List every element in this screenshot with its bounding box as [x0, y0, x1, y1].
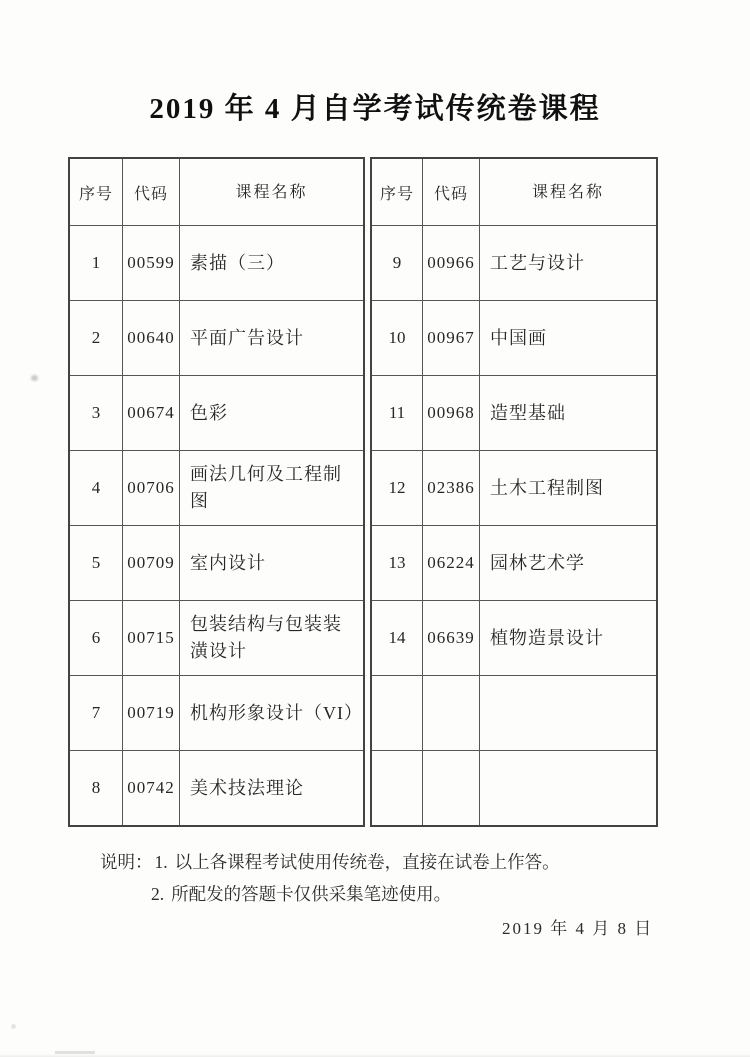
notes-block [100, 846, 560, 910]
row-number-cell: 8 [69, 751, 123, 827]
table-row [69, 301, 364, 376]
header-name: 课程名称 [480, 158, 658, 226]
table-row [371, 376, 657, 451]
table-row [69, 676, 364, 751]
course-code-cell: 00715 [123, 601, 180, 676]
course-name-cell: 平面广告设计 [180, 301, 365, 376]
note-item [151, 878, 560, 910]
course-code-cell: 00967 [423, 301, 480, 376]
course-code-cell: 06224 [423, 526, 480, 601]
course-name-cell: 室内设计 [180, 526, 365, 601]
row-number-cell: 3 [69, 376, 123, 451]
course-table-left [68, 157, 365, 827]
row-number-cell: 14 [371, 601, 423, 676]
header-name: 课程名称 [180, 158, 365, 226]
note-item [100, 846, 560, 878]
table-row [69, 451, 364, 526]
course-code-cell: 00599 [123, 226, 180, 301]
table-row [69, 526, 364, 601]
row-number-cell [371, 751, 423, 827]
course-name-cell: 机构形象设计（VI） [180, 676, 365, 751]
course-name-cell: 包装结构与包装装潢设计 [180, 601, 365, 676]
course-code-cell: 00709 [123, 526, 180, 601]
table-row [371, 526, 657, 601]
note-number: 2. [151, 884, 165, 904]
table-row-empty [371, 676, 657, 751]
table-row [69, 751, 364, 827]
page-title: 2019 年 4 月自学考试传统卷课程 [149, 93, 601, 125]
course-code-cell: 00674 [123, 376, 180, 451]
notes-label: 说明： [100, 852, 153, 872]
table-row [371, 451, 657, 526]
table-row [69, 376, 364, 451]
course-name-cell [480, 751, 658, 827]
course-name-cell: 色彩 [180, 376, 365, 451]
note-number: 1. [154, 852, 168, 872]
course-code-cell: 06639 [423, 601, 480, 676]
course-name-cell: 素描（三） [180, 226, 365, 301]
row-number-cell: 11 [371, 376, 423, 451]
table-row [371, 226, 657, 301]
course-name-cell: 美术技法理论 [180, 751, 365, 827]
course-name-cell: 植物造景设计 [480, 601, 658, 676]
course-code-cell: 00706 [123, 451, 180, 526]
table-header-row [371, 158, 657, 226]
course-name-cell: 土木工程制图 [480, 451, 658, 526]
row-number-cell [371, 676, 423, 751]
document-date: 2019 年 4 月 8 日 [502, 919, 654, 938]
course-name-cell: 造型基础 [480, 376, 658, 451]
row-number-cell: 1 [69, 226, 123, 301]
course-code-cell: 00640 [123, 301, 180, 376]
header-code: 代码 [423, 158, 480, 226]
row-number-cell: 4 [69, 451, 123, 526]
course-name-cell: 园林艺术学 [480, 526, 658, 601]
table-row-empty [371, 751, 657, 827]
table-row [69, 601, 364, 676]
course-name-cell [480, 676, 658, 751]
course-code-cell: 00968 [423, 376, 480, 451]
table-row [371, 601, 657, 676]
table-header-row [69, 158, 364, 226]
table-row [371, 301, 657, 376]
course-code-cell: 00719 [123, 676, 180, 751]
header-no: 序号 [371, 158, 423, 226]
row-number-cell: 10 [371, 301, 423, 376]
course-code-cell: 02386 [423, 451, 480, 526]
scan-artifact [11, 1024, 16, 1029]
row-number-cell: 13 [371, 526, 423, 601]
scan-artifact [31, 375, 38, 381]
course-code-cell: 00742 [123, 751, 180, 827]
course-name-cell: 中国画 [480, 301, 658, 376]
table-row [69, 226, 364, 301]
row-number-cell: 6 [69, 601, 123, 676]
course-tables [68, 157, 658, 827]
note-text: 以上各课程考试使用传统卷，直接在试卷上作答。 [174, 852, 560, 872]
row-number-cell: 9 [371, 226, 423, 301]
course-code-cell [423, 751, 480, 827]
course-name-cell: 工艺与设计 [480, 226, 658, 301]
course-code-cell [423, 676, 480, 751]
row-number-cell: 2 [69, 301, 123, 376]
course-code-cell: 00966 [423, 226, 480, 301]
header-code: 代码 [123, 158, 180, 226]
row-number-cell: 7 [69, 676, 123, 751]
course-name-cell: 画法几何及工程制图 [180, 451, 365, 526]
note-text: 所配发的答题卡仅供采集笔迹使用。 [171, 884, 452, 904]
row-number-cell: 5 [69, 526, 123, 601]
row-number-cell: 12 [371, 451, 423, 526]
header-no: 序号 [69, 158, 123, 226]
course-table-right [370, 157, 658, 827]
